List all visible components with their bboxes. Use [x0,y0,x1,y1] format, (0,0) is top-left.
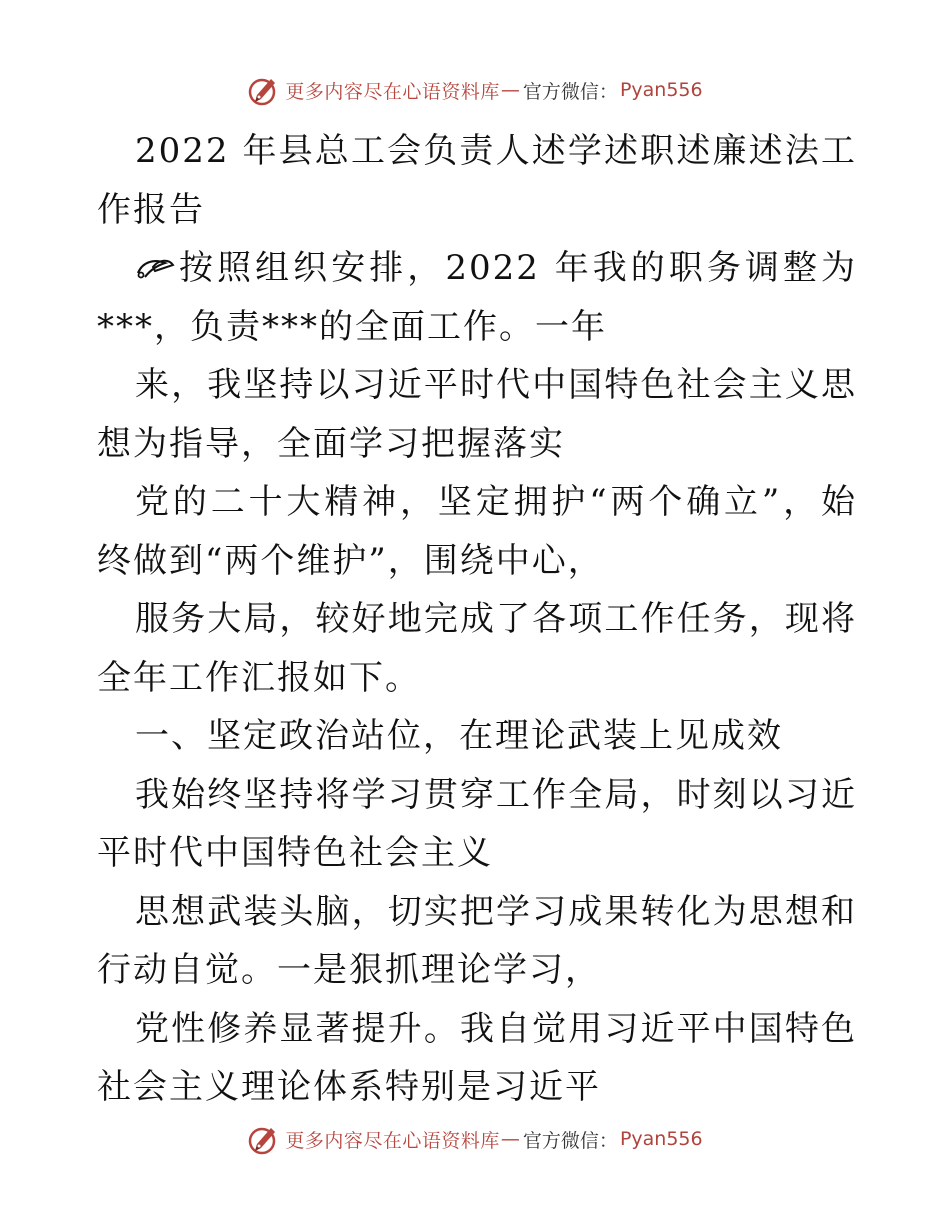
paragraph-1 [97,239,857,356]
paragraph-4: 服务大局，较好地完成了各项工作任务，现将全年工作汇报如下。 [97,599,857,698]
section-heading-1: 一、坚定政治站位，在理论武装上见成效 [135,716,783,756]
banner-official-label: 官方微信： [522,80,618,103]
pen-nib-logo-icon [247,73,281,107]
paragraph-2: 来，我坚持以习近平时代中国特色社会主义思想为指导，全面学习把握落实 [97,365,857,464]
banner-main-text: 更多内容尽在心语资料库 [285,80,500,103]
banner-wechat-id: Pyan556 [619,79,703,101]
banner-dash: — [500,79,520,101]
leaf-ornament-icon [135,255,175,281]
header-banner [0,70,950,110]
pen-nib-logo-icon [247,1122,281,1156]
banner-dash: — [500,1128,520,1150]
paragraph-3: 党的二十大精神，坚定拥护“两个确立”，始终做到“两个维护”，围绕中心， [97,482,857,581]
banner-wechat-id: Pyan556 [619,1128,703,1150]
paragraph-8: 党性修养显著提升。我自觉用习近平中国特色社会主义理论体系特别是习近平 [97,1008,857,1107]
banner-official-label: 官方微信： [522,1129,618,1152]
paragraph-1-text: 按照组织安排，2022 年我的职务调整为***，负责***的全面工作。一年 [97,248,857,347]
paragraph-7: 思想武装头脑，切实把学习成果转化为思想和行动自觉。一是狠抓理论学习， [97,891,857,990]
document-body [97,122,857,1117]
banner-main-text: 更多内容尽在心语资料库 [285,1129,500,1152]
document-title: 2022 年县总工会负责人述学述职述廉述法工作报告 [97,131,857,230]
paragraph-6: 我始终坚持将学习贯穿工作全局，时刻以习近平时代中国特色社会主义 [97,774,857,873]
footer-banner [0,1119,950,1159]
